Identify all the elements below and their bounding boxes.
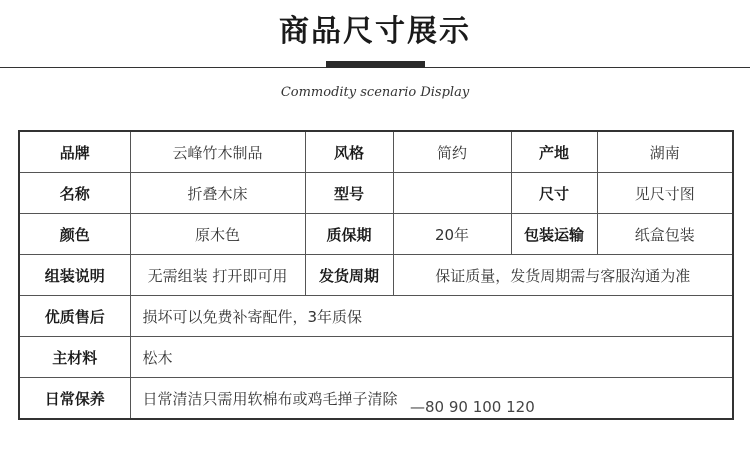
spec-value-maintenance: 日常清洁只需用软棉布或鸡毛掸子清除 bbox=[130, 378, 733, 420]
overlapping-size-text: —80 90 100 120 bbox=[410, 398, 535, 416]
spec-label-shipping: 发货周期 bbox=[305, 255, 393, 296]
spec-value-shipping: 保证质量，发货周期需与客服沟通为准 bbox=[393, 255, 733, 296]
spec-label-size: 尺寸 bbox=[511, 173, 597, 214]
spec-table bbox=[18, 130, 734, 420]
spec-label-after-sales: 优质售后 bbox=[19, 296, 130, 337]
spec-value-origin: 湖南 bbox=[597, 131, 733, 173]
spec-label-style: 风格 bbox=[305, 131, 393, 173]
spec-value-color: 原木色 bbox=[130, 214, 305, 255]
table-row bbox=[19, 173, 733, 214]
spec-label-origin: 产地 bbox=[511, 131, 597, 173]
table-row bbox=[19, 296, 733, 337]
spec-value-after-sales: 损坏可以免费补寄配件，3年质保 bbox=[130, 296, 733, 337]
spec-value-brand: 云峰竹木制品 bbox=[130, 131, 305, 173]
spec-value-name: 折叠木床 bbox=[130, 173, 305, 214]
spec-value-assembly: 无需组装 打开即可用 bbox=[130, 255, 305, 296]
table-row bbox=[19, 131, 733, 173]
page-title: 商品尺寸展示 bbox=[279, 14, 471, 49]
table-row bbox=[19, 255, 733, 296]
spec-label-maintenance: 日常保养 bbox=[19, 378, 130, 420]
spec-label-brand: 品牌 bbox=[19, 131, 130, 173]
page-subtitle: Commodity scenario Display bbox=[280, 85, 470, 100]
spec-value-model bbox=[393, 173, 511, 214]
spec-label-warranty: 质保期 bbox=[305, 214, 393, 255]
spec-value-warranty: 20年 bbox=[393, 214, 511, 255]
spec-value-material: 松木 bbox=[130, 337, 733, 378]
table-row bbox=[19, 214, 733, 255]
table-row bbox=[19, 337, 733, 378]
spec-label-name: 名称 bbox=[19, 173, 130, 214]
table-row bbox=[19, 378, 733, 420]
spec-label-packaging: 包装运输 bbox=[511, 214, 597, 255]
spec-label-material: 主材料 bbox=[19, 337, 130, 378]
spec-value-style: 简约 bbox=[393, 131, 511, 173]
spec-value-packaging: 纸盒包装 bbox=[597, 214, 733, 255]
spec-label-model: 型号 bbox=[305, 173, 393, 214]
spec-label-color: 颜色 bbox=[19, 214, 130, 255]
spec-value-size: 见尺寸图 bbox=[597, 173, 733, 214]
spec-label-assembly: 组装说明 bbox=[19, 255, 130, 296]
title-divider-accent bbox=[326, 61, 425, 68]
